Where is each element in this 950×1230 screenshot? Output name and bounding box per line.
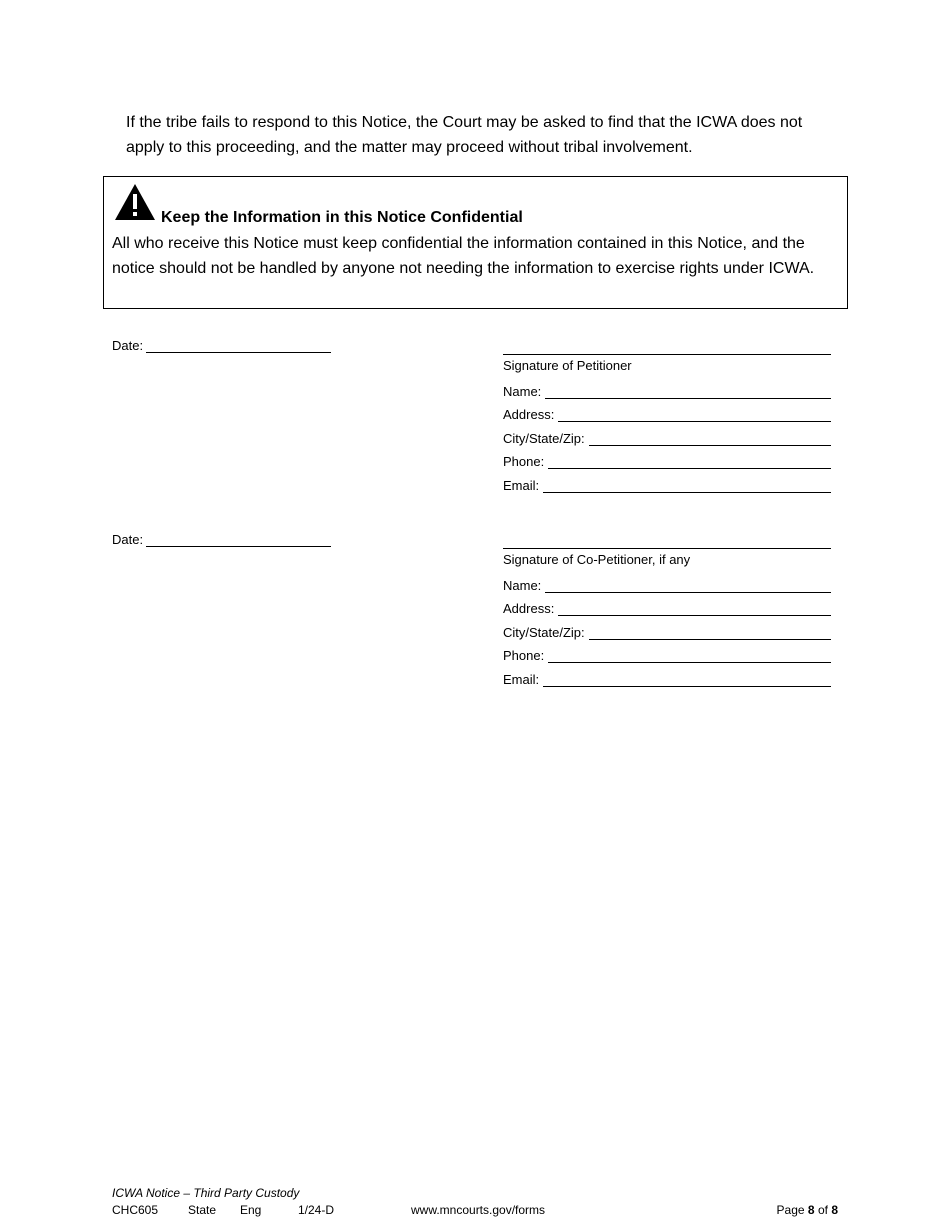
field-line[interactable] — [545, 578, 831, 593]
page-of: of — [817, 1203, 828, 1217]
name-field[interactable] — [503, 569, 831, 593]
field-label: Address: — [503, 601, 555, 616]
date-label: Date: — [112, 532, 144, 547]
footer-form-code: CHC605 — [112, 1203, 159, 1217]
field-line[interactable] — [558, 407, 831, 422]
field-label: City/State/Zip: — [503, 624, 585, 640]
page-footer — [112, 1185, 840, 1219]
footer-form-title: ICWA Notice – Third Party Custody — [112, 1186, 300, 1200]
field-label: Phone: — [503, 454, 545, 469]
address-field[interactable] — [503, 593, 831, 617]
city-state-zip-field[interactable] — [503, 422, 831, 446]
email-field[interactable] — [503, 469, 831, 493]
field-line[interactable] — [543, 478, 831, 493]
field-label: Phone: — [503, 648, 545, 663]
date-field-co-petitioner[interactable] — [112, 532, 331, 547]
date-input-line[interactable] — [146, 532, 331, 547]
field-label: Name: — [503, 383, 542, 399]
footer-url: www.mncourts.gov/forms — [411, 1203, 546, 1217]
petitioner-signature-block — [503, 353, 831, 493]
signature-line[interactable] — [503, 353, 831, 355]
date-input-line[interactable] — [146, 338, 331, 353]
email-field[interactable] — [503, 663, 831, 687]
footer-version: 1/24-D — [298, 1203, 335, 1217]
field-label: City/State/Zip: — [503, 430, 585, 446]
field-line[interactable] — [589, 625, 831, 640]
date-field-petitioner[interactable] — [112, 338, 331, 353]
date-label: Date: — [112, 338, 144, 353]
page-current: 8 — [807, 1203, 815, 1217]
notice-title: Keep the Information in this Notice Confidential — [161, 209, 523, 226]
field-line[interactable] — [543, 672, 831, 687]
field-line[interactable] — [589, 431, 831, 446]
field-line[interactable] — [545, 384, 831, 399]
city-state-zip-field[interactable] — [503, 616, 831, 640]
field-label: Email: — [503, 671, 540, 687]
field-label: Email: — [503, 477, 540, 493]
phone-field[interactable] — [503, 640, 831, 664]
signature-label: Signature of Petitioner — [503, 358, 632, 373]
address-field[interactable] — [503, 399, 831, 423]
co-petitioner-signature-block — [503, 547, 831, 687]
footer-jurisdiction: State — [188, 1203, 217, 1217]
page-prefix: Page — [776, 1203, 805, 1217]
field-label: Address: — [503, 407, 555, 422]
signature-line[interactable] — [503, 547, 831, 549]
field-line[interactable] — [548, 454, 831, 469]
field-label: Name: — [503, 577, 542, 593]
footer-language: Eng — [240, 1203, 262, 1217]
phone-field[interactable] — [503, 446, 831, 470]
footer-page-number — [777, 1201, 838, 1219]
intro-paragraph: If the tribe fails to respond to this Notice, the Court may be asked to find that the ICWA does not apply to this proceeding, and the matter may proceed without tribal involvement. — [126, 114, 803, 156]
page-total: 8 — [831, 1203, 838, 1217]
confidential-notice-box — [103, 176, 848, 309]
signature-label: Signature of Co-Petitioner, if any — [503, 552, 691, 567]
footer-meta-row — [112, 1201, 840, 1219]
field-line[interactable] — [548, 648, 831, 663]
notice-body: All who receive this Notice must keep confidential the information contained in this Notice, and the notice should not be handled by anyone not needing the information to exercise rights under ICWA. — [112, 235, 815, 277]
warning-triangle-icon — [114, 183, 156, 221]
field-line[interactable] — [558, 601, 831, 616]
name-field[interactable] — [503, 375, 831, 399]
